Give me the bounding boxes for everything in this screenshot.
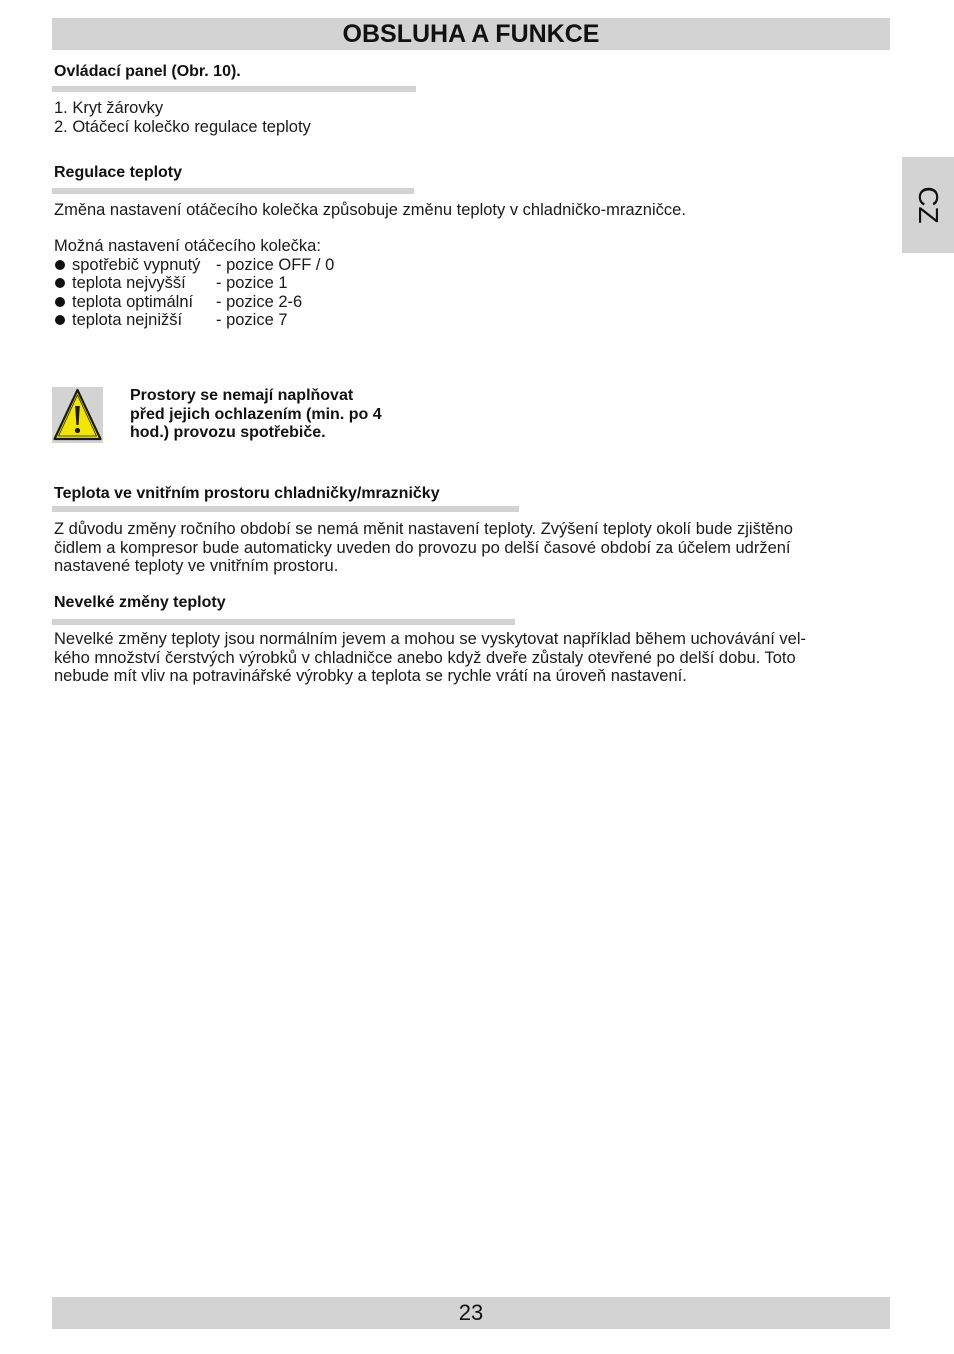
page-title: OBSLUHA A FUNKCE: [342, 19, 600, 48]
inside-temperature-rule: [52, 506, 519, 512]
bullet-icon: [55, 297, 65, 307]
options-intro: Možná nastavení otáčecího kolečka:: [54, 237, 321, 255]
bullet-icon: [55, 260, 65, 270]
list-item: [54, 274, 334, 293]
list-item: [54, 311, 334, 330]
bullet-icon: [55, 315, 65, 325]
warning-line: před jejich ochlazením (min. po 4: [130, 405, 382, 423]
option-label: teplota optimální: [72, 292, 194, 311]
list-item: 1. Kryt žárovky: [54, 99, 164, 117]
option-label: teplota nejvyšší: [72, 274, 186, 292]
footer-bar: [52, 1297, 890, 1329]
paragraph-line: čidlem a kompresor bude automaticky uveden do provozu po delší časové období za účelem udržení: [54, 538, 791, 557]
paragraph-line: nastavené teploty ve vnitřním prostoru.: [54, 557, 339, 575]
temperature-control-intro: Změna nastavení otáčecího kolečka způsobuje změnu teploty v chladničko-mrazničce.: [54, 201, 686, 219]
warning-line: Prostory se nemají naplňovat: [130, 387, 354, 404]
page-number: 23: [458, 1300, 484, 1325]
temperature-control-heading: Regulace teploty: [54, 164, 183, 181]
list-item: 2. Otáčecí kolečko regulace teploty: [54, 117, 311, 136]
control-panel-list: [54, 99, 311, 136]
small-changes-rule: [52, 619, 515, 625]
list-item: [54, 293, 334, 312]
inside-temperature-paragraph: [54, 520, 890, 576]
paragraph-line: kého množství čerstvých výrobků v chladničce anebo když dveře zůstaly otevřené po delší dobu. Toto: [54, 648, 796, 667]
option-value: - pozice 7: [216, 311, 288, 329]
small-changes-heading: Nevelké změny teploty: [54, 594, 226, 611]
page-title-bar: [52, 18, 890, 50]
option-value: - pozice 1: [216, 274, 288, 292]
temperature-control-rule: [52, 188, 414, 194]
paragraph-line: Nevelké změny teploty jsou normálním jevem a mohou se vyskytovat například během uchovávání vel-: [54, 630, 807, 648]
warning-icon-box: [52, 387, 103, 443]
temperature-options: [54, 237, 334, 330]
control-panel-rule: [52, 86, 416, 92]
paragraph-line: Z důvodu změny ročního období se nemá měnit nastavení teploty. Zvýšení teploty okolí bude zjištěno: [54, 520, 793, 538]
control-panel-heading: Ovládací panel (Obr. 10).: [54, 63, 241, 80]
language-tab: [902, 157, 954, 253]
option-value: - pozice OFF / 0: [216, 255, 335, 274]
list-item: [54, 256, 334, 275]
warning-line: hod.) provozu spotřebiče.: [130, 424, 326, 441]
option-label: teplota nejnižší: [72, 311, 183, 329]
option-label: spotřebič vypnutý: [72, 255, 201, 274]
paragraph-line: nebude mít vliv na potravinářské výrobky a teplota se rychle vrátí na úroveň nastavení.: [54, 667, 687, 685]
warning-text: [130, 387, 430, 443]
language-tab-label: CZ: [913, 186, 944, 224]
small-changes-paragraph: [54, 630, 890, 686]
option-value: - pozice 2-6: [216, 292, 303, 311]
inside-temperature-heading: Teplota ve vnitřním prostoru chladničky/mrazničky: [54, 485, 440, 502]
warning-triangle-icon: [52, 387, 103, 443]
bullet-icon: [55, 278, 65, 288]
